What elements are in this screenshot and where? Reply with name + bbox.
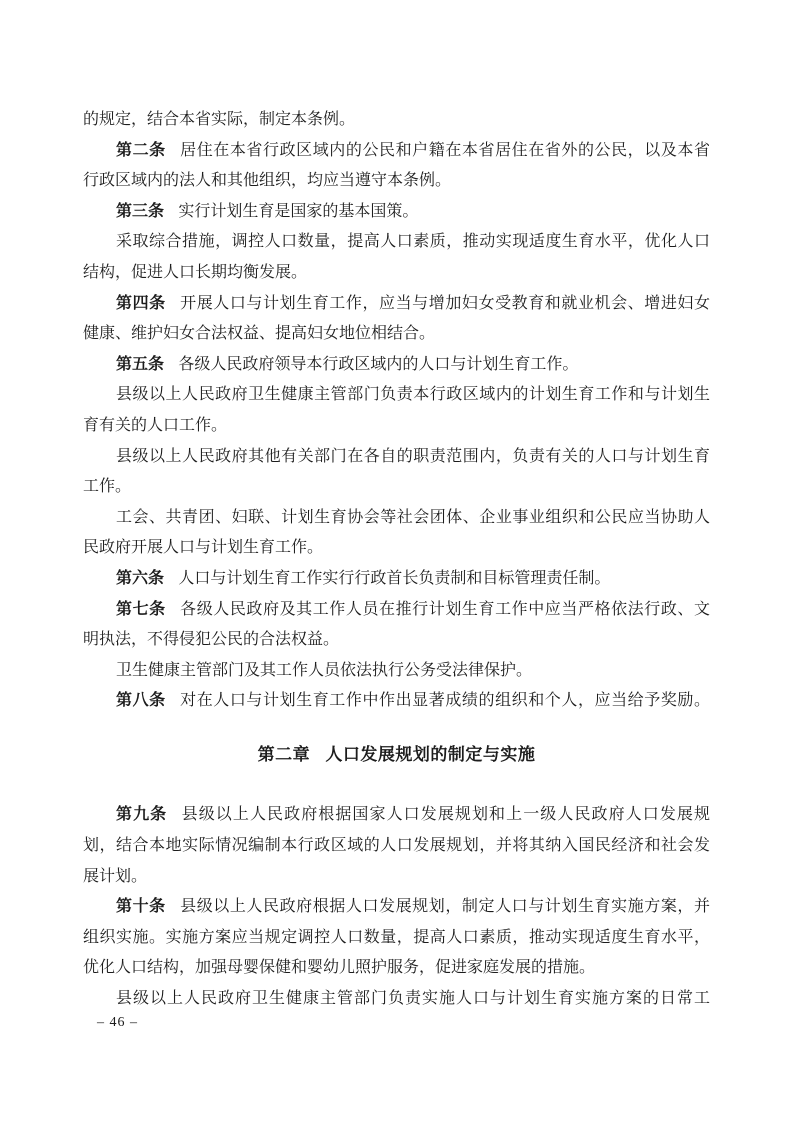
line-text: 开展人口与计划生育工作，应当与增加妇女受教育和就业机会、增进妇女 [180,294,710,312]
document-line [83,442,710,473]
document-line [83,953,710,984]
document-line [83,503,710,534]
document-line [83,564,710,595]
document-body [83,105,710,1015]
document-line [83,984,710,1015]
document-line [83,656,710,687]
page-number: – 46 – [97,1015,138,1030]
line-text: 各级人民政府领导本行政区域内的人口与计划生育工作。 [178,355,579,373]
document-line [83,892,710,923]
document-line [83,831,710,862]
article-number: 第八条 [116,692,166,710]
line-text: 实行计划生育是国家的基本国策。 [178,202,419,220]
line-text: 明执法，不得侵犯公民的合法权益。 [83,631,340,649]
line-text: 采取综合措施，调控人口数量，提高人口素质，推动实现适度生育水平，优化人口 [116,233,710,251]
line-text: 展计划。 [83,867,148,885]
line-text: 人口与计划生育工作实行行政首长负责制和目标管理责任制。 [178,569,611,587]
article-number: 第七条 [116,600,166,618]
line-text: 优化人口结构，加强母婴保健和婴幼儿照护服务，促进家庭发展的措施。 [83,959,596,977]
chapter-heading [83,740,710,771]
line-text: 育有关的人口工作。 [83,416,228,434]
article-number: 第三条 [116,202,165,220]
line-text: 组织实施。实施方案应当规定调控人口数量，提高人口素质，推动实现适度生育水平， [83,928,710,946]
document-line [83,923,710,954]
line-text: 划，结合本地实际情况编制本行政区域的人口发展规划，并将其纳入国民经济和社会发 [83,837,710,855]
article-number: 第四条 [116,294,166,312]
article-number: 第五条 [116,355,165,373]
document-line [83,197,710,228]
document-line [83,800,710,831]
document-line [83,289,710,320]
article-number: 第六条 [116,569,165,587]
line-text: 居住在本省行政区域内的公民和户籍在本省居住在省外的公民，以及本省 [180,141,710,159]
chapter-number: 第二章 [257,744,311,764]
document-line [83,686,710,717]
line-text: 结构，促进人口长期均衡发展。 [83,263,308,281]
line-text: 县级以上人民政府卫生健康主管部门负责实施人口与计划生育实施方案的日常工 [116,990,710,1008]
line-text: 对在人口与计划生育工作中作出显著成绩的组织和个人，应当给予奖励。 [180,692,710,710]
document-line [83,136,710,167]
line-text: 民政府开展人口与计划生育工作。 [83,539,324,557]
document-line [83,105,710,136]
article-number: 第二条 [116,141,166,159]
document-line [83,350,710,381]
document-line [83,380,710,411]
document-line [83,411,710,442]
document-line [83,533,710,564]
line-text: 各级人民政府及其工作人员在推行计划生育工作中应当严格依法行政、文 [180,600,710,618]
document-line [83,472,710,503]
document-line [83,319,710,350]
line-text: 工会、共青团、妇联、计划生育协会等社会团体、企业事业组织和公民应当协助人 [116,508,710,526]
document-line [83,625,710,656]
chapter-title: 人口发展规划的制定与实施 [325,744,536,764]
line-text: 健康、维护妇女合法权益、提高妇女地位相结合。 [83,325,436,343]
line-text: 县级以上人民政府根据人口发展规划，制定人口与计划生育实施方案，并 [180,898,710,916]
line-text: 县级以上人民政府根据国家人口发展规划和上一级人民政府人口发展规 [181,806,710,824]
line-text: 县级以上人民政府卫生健康主管部门负责本行政区域内的计划生育工作和与计划生 [116,386,710,404]
line-text: 工作。 [83,478,132,496]
line-text: 卫生健康主管部门及其工作人员依法执行公务受法律保护。 [116,661,533,679]
document-line [83,258,710,289]
line-text: 行政区域内的法人和其他组织，均应当遵守本条例。 [83,172,452,190]
line-text: 的规定，结合本省实际，制定本条例。 [83,111,356,128]
document-line [83,166,710,197]
line-text: 县级以上人民政府其他有关部门在各自的职责范围内，负责有关的人口与计划生育 [116,447,710,465]
article-number: 第九条 [116,806,168,824]
document-line [83,862,710,893]
article-number: 第十条 [116,898,166,916]
document-line [83,227,710,258]
document-line [83,595,710,626]
